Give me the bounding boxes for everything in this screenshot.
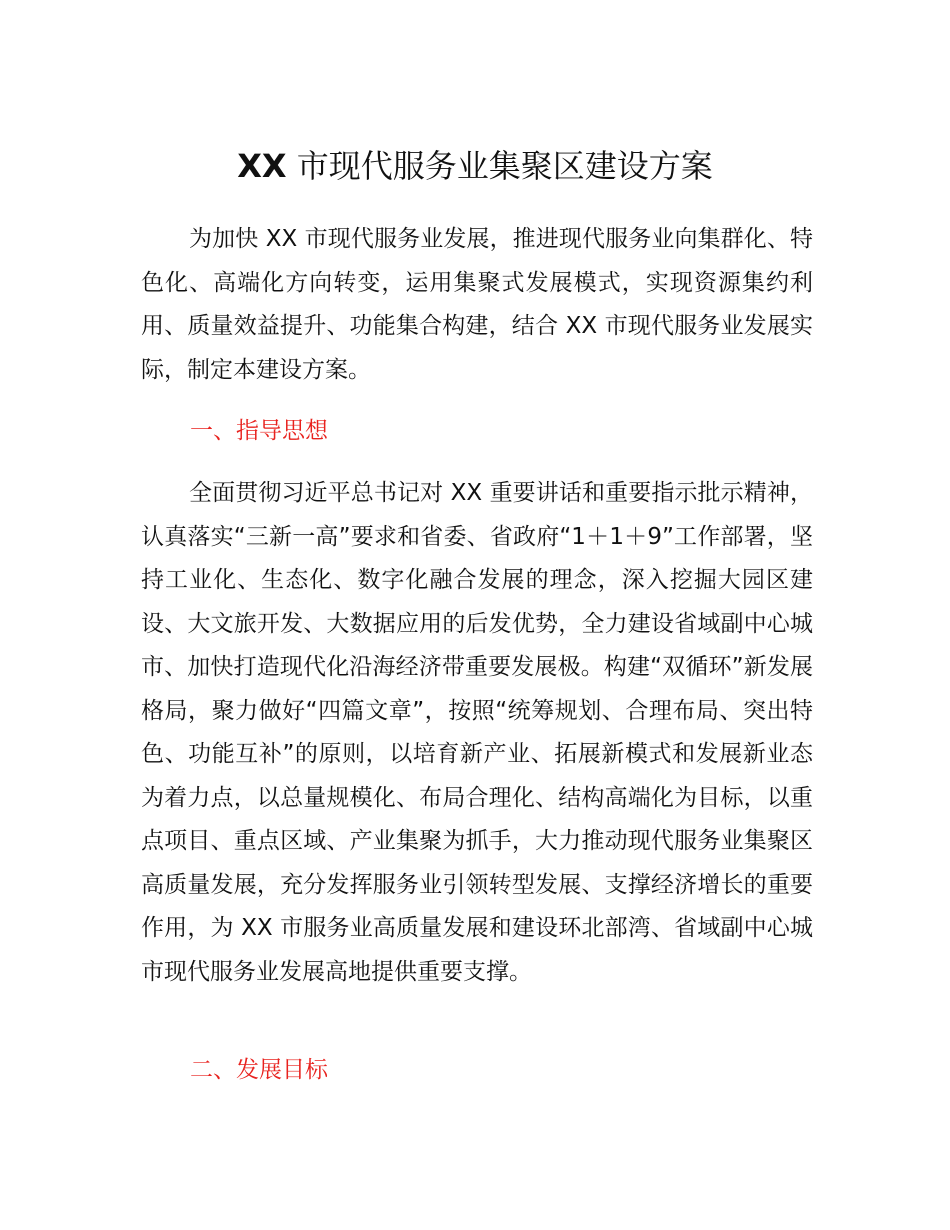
section-heading-guiding-ideology: 一、指导思想: [190, 418, 328, 444]
document-title-prefix: XX: [237, 147, 287, 185]
guiding-ideology-paragraph: 全面贯彻习近平总书记对 XX 重要讲话和重要指示批示精神，认真落实“三新一高”要求和省委、省政府“1＋1＋9”工作部署，坚持工业化、生态化、数字化融合发展的理念，深入挖掘大园区建设、大文旅开发、大数据应用的后发优势，全力建设省域副中心城市、加快打造现代化沿海经济带重要发展极。构建“双循环”新发展格局，聚力做好“四篇文章”，按照“统筹规划、合理布局、突出特色、功能互补”的原则，以培育新产业、拓展新模式和发展新业态为着力点，以总量规模化、布局合理化、结构高端化为目标，以重点项目、重点区域、产业集聚为抓手，大力推动现代服务业集聚区高质量发展，充分发挥服务业引领转型发展、支撑经济增长的重要作用，为 XX 市服务业高质量发展和建设环北部湾、省域副中心城市现代服务业发展高地提供重要支撑。: [141, 480, 813, 985]
document-title-text: 市现代服务业集聚区建设方案: [296, 147, 713, 185]
intro-paragraph: 为加快 XX 市现代服务业发展，推进现代服务业向集群化、特色化、高端化方向转变，运用集聚式发展模式，实现资源集约利用、质量效益提升、功能集合构建，结合 XX 市现代服务业发展实际，制定本建设方案。: [141, 226, 813, 383]
document-title: [0, 142, 950, 190]
section-heading-development-goals: 二、发展目标: [190, 1057, 328, 1083]
